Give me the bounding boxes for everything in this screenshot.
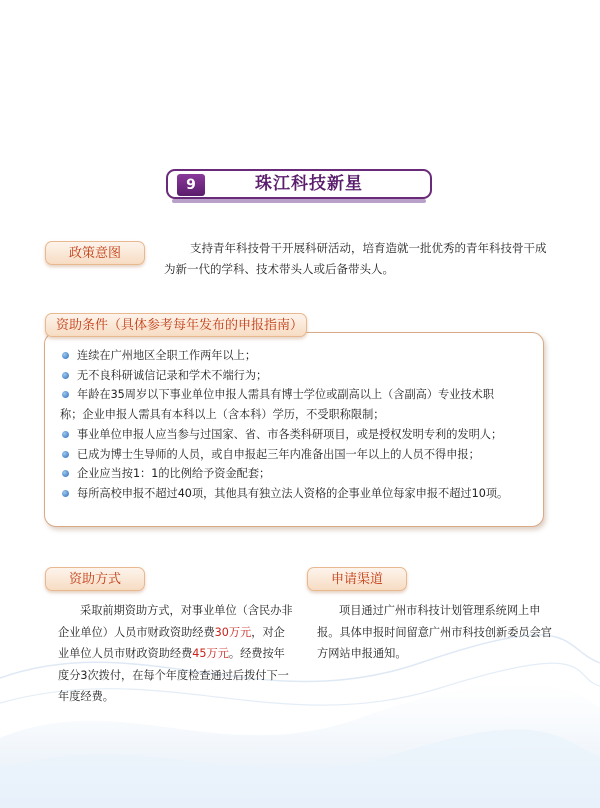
bullet-icon [62, 372, 69, 379]
list-item: 已成为博士生导师的人员，或自申报起三年内准备出国一年以上的人员不得申报； [60, 445, 530, 465]
list-item: 企业应当按1：1的比例给予资金配套； [60, 464, 530, 484]
policy-text: 支持青年科技骨干开展科研活动，培育造就一批优秀的青年科技骨干成为新一代的学科、技术带头人或后备带头人。 [164, 241, 547, 276]
application-channel-label: 申请渠道 [307, 567, 407, 591]
funding-amount-enterprise: 45万元 [192, 647, 229, 660]
list-item: 年龄在35周岁以下事业单位申报人需具有博士学位或副高以上（含副高）专业技术职 称；企业申报人需具有本科以上（含本科）学历，不受职称限制； [60, 388, 494, 422]
bullet-icon [62, 470, 69, 477]
list-item: 事业单位申报人应当参与过国家、省、市各类科研项目，或是授权发明专利的发明人； [60, 425, 530, 445]
funding-method-label: 资助方式 [45, 567, 145, 591]
list-item: 连续在广州地区全职工作两年以上； [60, 346, 530, 366]
conditions-list [60, 346, 530, 504]
application-channel-text: 项目通过广州市科技计划管理系统网上申报。具体申报时间留意广州市科技创新委员会官方网站申报通知。 [317, 604, 552, 660]
bullet-icon [62, 431, 69, 438]
bullet-icon [62, 352, 69, 359]
list-item: 无不良科研诚信记录和学术不端行为； [60, 366, 530, 386]
funding-method-text: 采取前期资助方式，对事业单位（含民办非企业单位）人员市财政资助经费30万元，对企业单位人员市财政资助经费45万元。经费按年度分3次拨付，在每个年度检查通过后拨付下一年度经费。 [58, 604, 293, 703]
section-number-badge: 9 [177, 174, 205, 196]
bullet-icon [62, 391, 69, 398]
bullet-icon [62, 490, 69, 497]
bullet-icon [62, 451, 69, 458]
section-title-banner [166, 169, 432, 199]
conditions-label: 资助条件（具体参考每年发布的申报指南） [45, 313, 307, 337]
list-item: 每所高校申报不超过40项，其他具有独立法人资格的企事业单位每家申报不超过10项。 [60, 484, 530, 504]
page-title: 珠江科技新星 [255, 174, 363, 194]
funding-amount-institution: 30万元 [214, 625, 252, 639]
policy-label: 政策意图 [45, 241, 145, 265]
